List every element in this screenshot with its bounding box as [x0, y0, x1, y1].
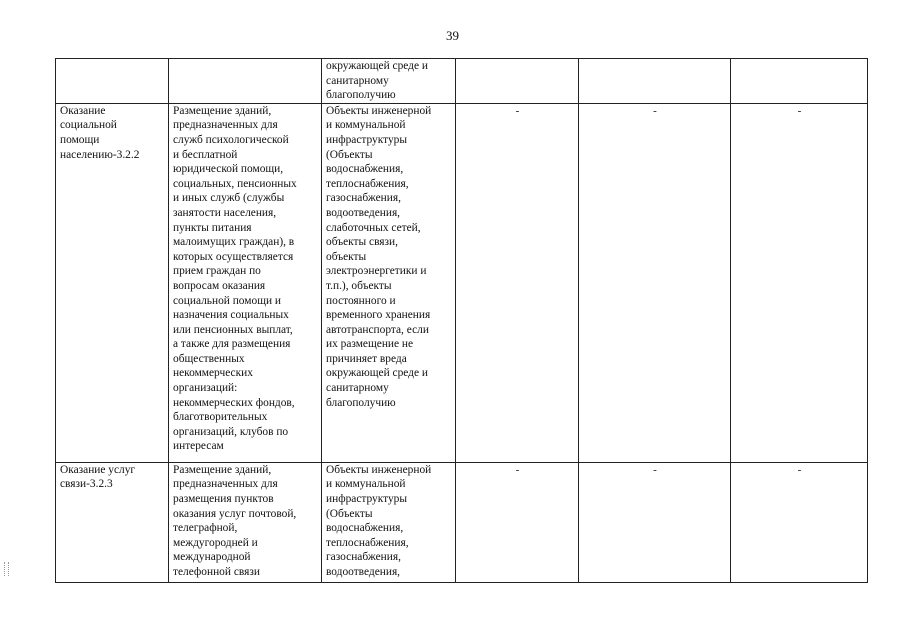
auxiliary-objects-cell: Объекты инженерной и коммунальной инфраструктуры (Объекты водоснабжения, теплоснабжения, газоснабжения, водоотведения, слаботочных сетей, объекты связи, объекты электроэнергетики и т.п.), объекты постоянного и временного хранения автотранспорта, если их размещение не причиняет вреда окружающей среде и санитарному благополучию [322, 103, 456, 462]
scan-margin-mark [4, 562, 9, 576]
table-row [56, 462, 868, 582]
auxiliary-objects-cell: Объекты инженерной и коммунальной инфраструктуры (Объекты водоснабжения, теплоснабжения, газоснабжения, водоотведения, [322, 462, 456, 582]
permitted-use-description-cell: Размещение зданий, предназначенных для служб психологической и бесплатной юридической помощи, социальных, пенсионных и иных служб (службы занятости населения, пункты питания малоимущих граждан), в которых осуществляется прием граждан по вопросам оказания социальной помощи и назначения социальных или пенсионных выплат, а также для размещения общественных некоммерческих организаций: некоммерческих фондов, благотворительных организаций, клубов по интересам [169, 103, 322, 462]
parameter-cell: - [579, 103, 731, 462]
parameter-cell: - [731, 462, 868, 582]
table-row [56, 103, 868, 462]
land-use-table [55, 58, 868, 583]
parameter-cell: - [731, 103, 868, 462]
permitted-use-name-cell: Оказание социальной помощи населению-3.2.2 [56, 103, 169, 462]
table-cell [579, 59, 731, 104]
table-cell [56, 59, 169, 104]
permitted-use-description-cell: Размещение зданий, предназначенных для размещения пунктов оказания услуг почтовой, телеграфной, междугородней и международной телефонной связи [169, 462, 322, 582]
table-cell [731, 59, 868, 104]
table-cell [169, 59, 322, 104]
parameter-cell: - [579, 462, 731, 582]
table-cell: окружающей среде и санитарному благополучию [322, 59, 456, 104]
table-row [56, 59, 868, 104]
parameter-cell: - [456, 462, 579, 582]
permitted-use-name-cell: Оказание услуг связи-3.2.3 [56, 462, 169, 582]
page-number: 39 [446, 28, 459, 43]
table-cell [456, 59, 579, 104]
parameter-cell: - [456, 103, 579, 462]
